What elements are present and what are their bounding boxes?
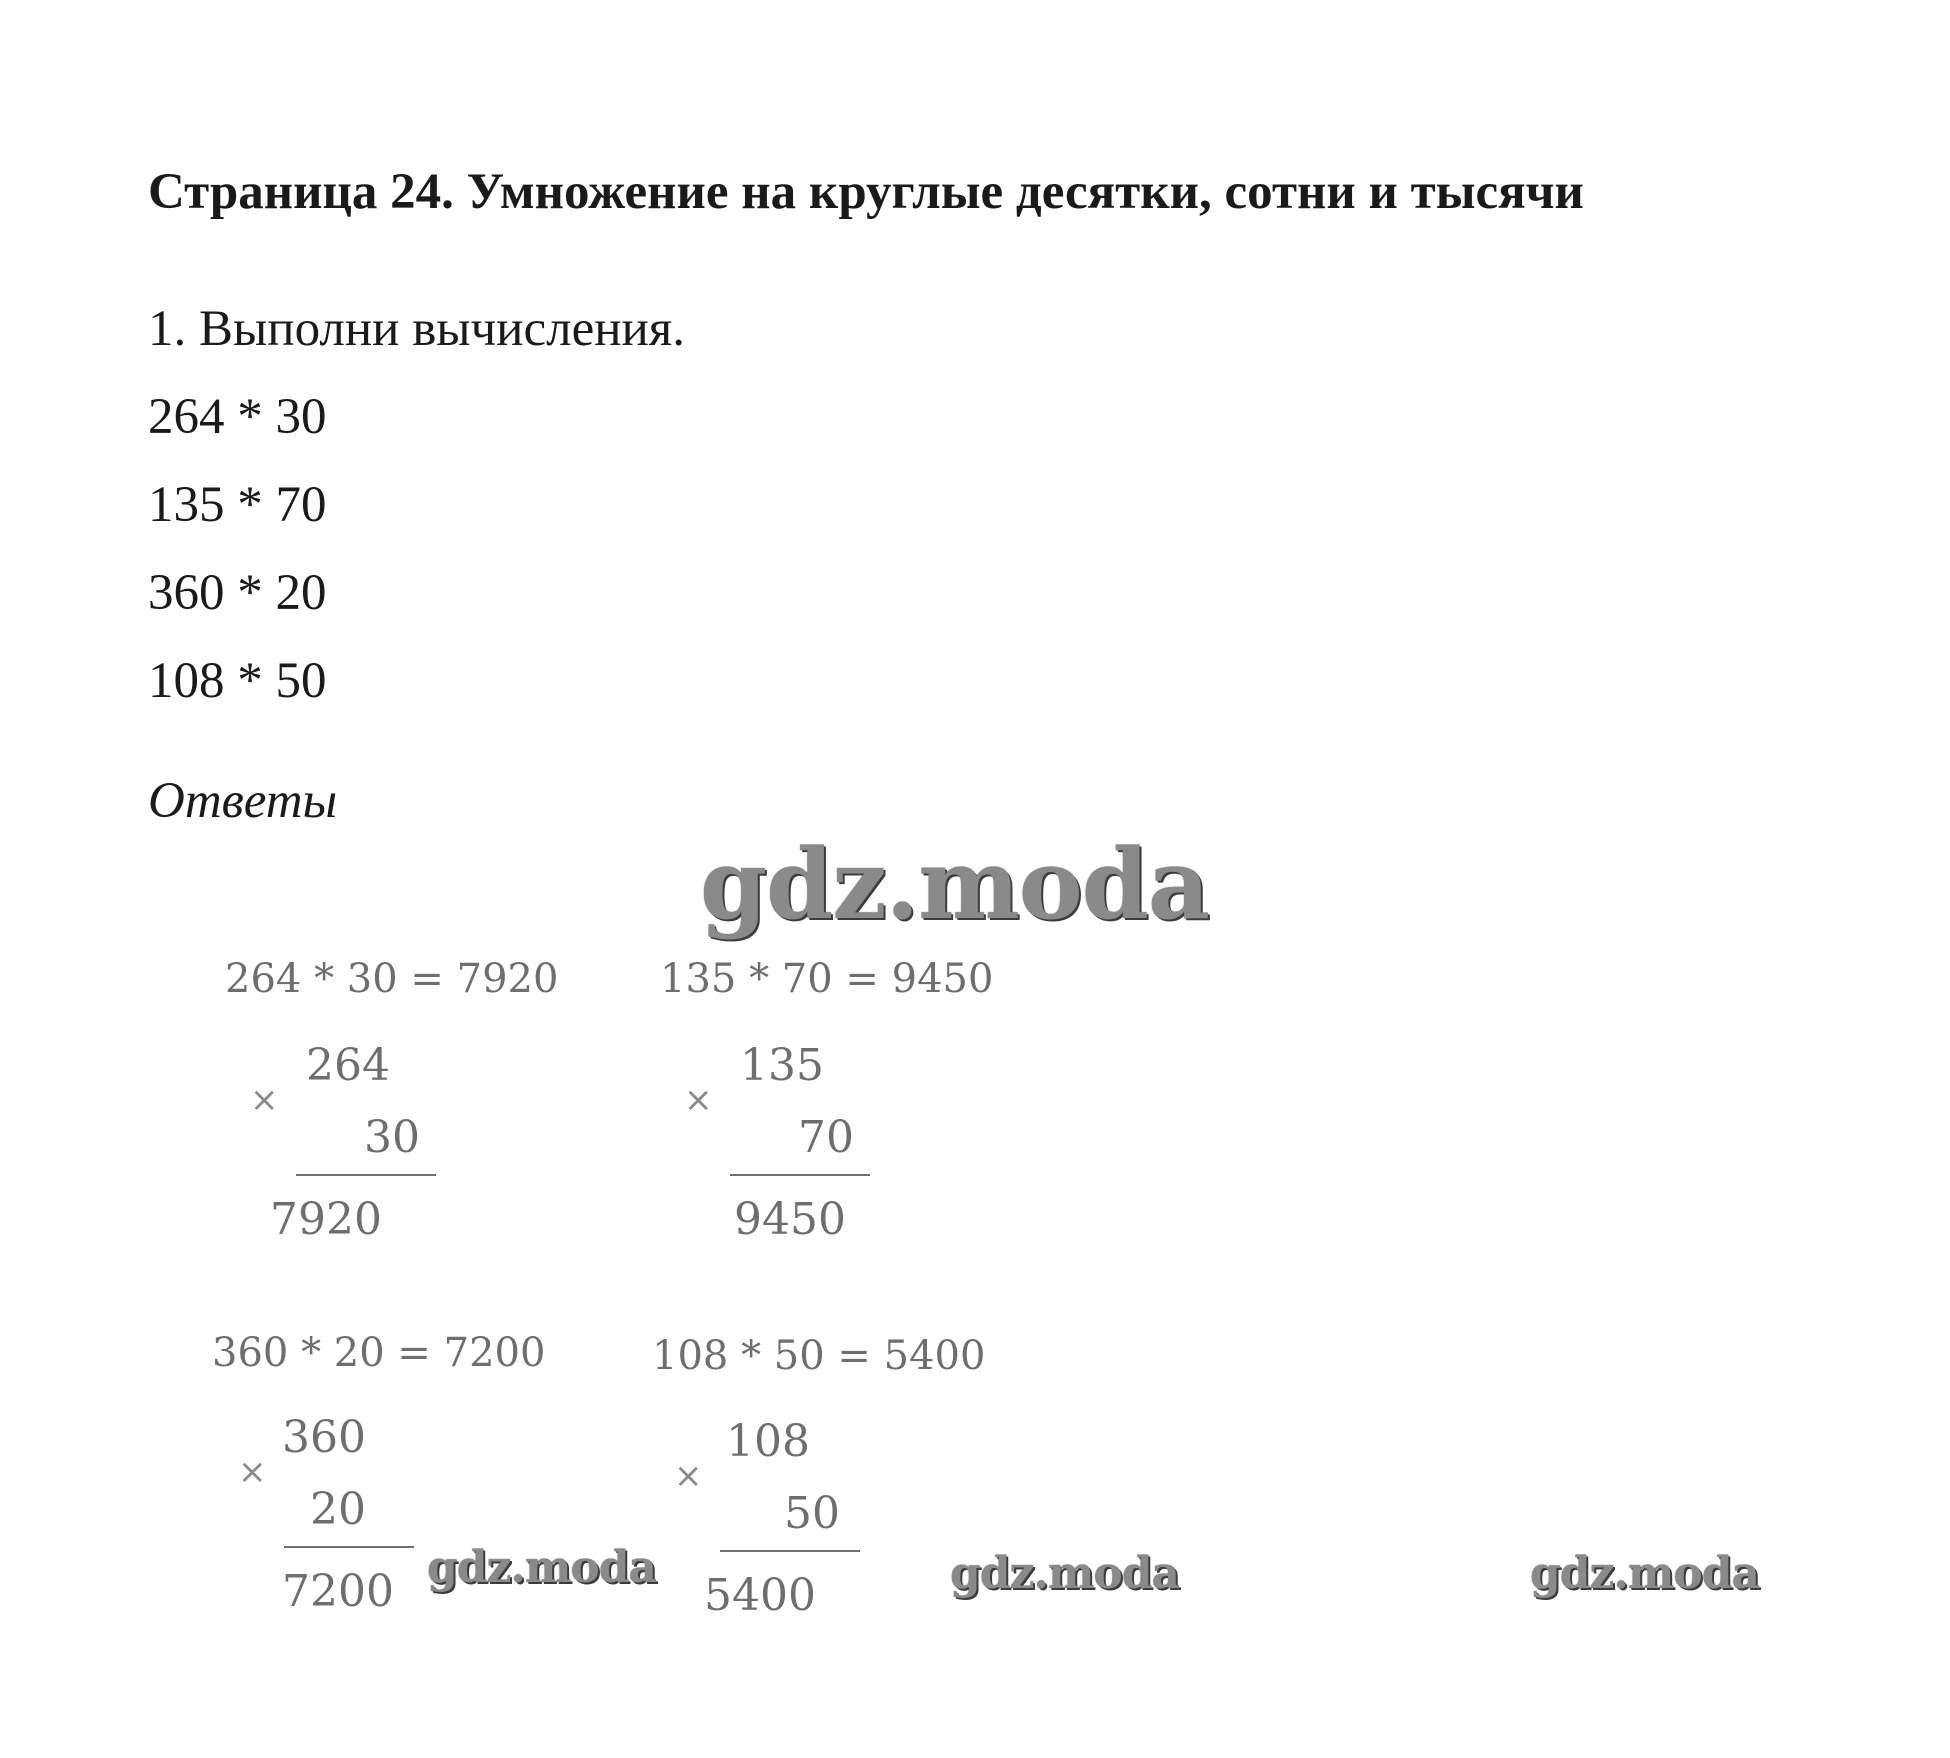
watermark-logo: gdz.moda — [427, 1542, 657, 1593]
watermark-logo: gdz.moda — [700, 828, 1210, 941]
multiplicand: 135 — [740, 1040, 824, 1091]
answers-label: Ответы — [148, 773, 338, 829]
multiplier: 50 — [784, 1488, 840, 1539]
product: 5400 — [704, 1570, 816, 1621]
solution-equation: 360 * 20 = 7200 — [212, 1330, 546, 1376]
multiplicand: 360 — [282, 1412, 366, 1463]
multiplier: 30 — [364, 1112, 420, 1163]
column-multiplication — [250, 1040, 450, 1260]
result-line — [284, 1546, 414, 1548]
column-multiplication — [238, 1412, 438, 1632]
multiply-sign-icon: × — [684, 1080, 713, 1120]
task-item: 360 * 20 — [148, 565, 327, 621]
task-item: 135 * 70 — [148, 477, 327, 533]
result-line — [730, 1174, 870, 1176]
multiply-sign-icon: × — [250, 1080, 279, 1120]
product: 7200 — [282, 1566, 394, 1617]
task-item: 264 * 30 — [148, 389, 327, 445]
multiply-sign-icon: × — [674, 1456, 703, 1496]
page-title: Страница 24. Умножение на круглые десятки, сотни и тысячи — [148, 164, 1584, 220]
solution-equation: 135 * 70 = 9450 — [660, 956, 994, 1002]
watermark-logo: gdz.moda — [1530, 1548, 1760, 1599]
task-heading: 1. Выполни вычисления. — [148, 301, 685, 357]
result-line — [296, 1174, 436, 1176]
column-multiplication — [684, 1040, 884, 1260]
watermark-logo: gdz.moda — [950, 1548, 1180, 1599]
multiply-sign-icon: × — [238, 1452, 267, 1492]
solution-equation: 108 * 50 = 5400 — [652, 1333, 986, 1379]
multiplier: 70 — [798, 1112, 854, 1163]
solution-equation: 264 * 30 = 7920 — [225, 956, 559, 1002]
product: 7920 — [270, 1194, 382, 1245]
result-line — [720, 1550, 860, 1552]
multiplier: 20 — [310, 1484, 366, 1535]
product: 9450 — [734, 1194, 846, 1245]
column-multiplication — [674, 1416, 874, 1636]
multiplicand: 264 — [306, 1040, 390, 1091]
task-item: 108 * 50 — [148, 653, 327, 709]
multiplicand: 108 — [726, 1416, 810, 1467]
